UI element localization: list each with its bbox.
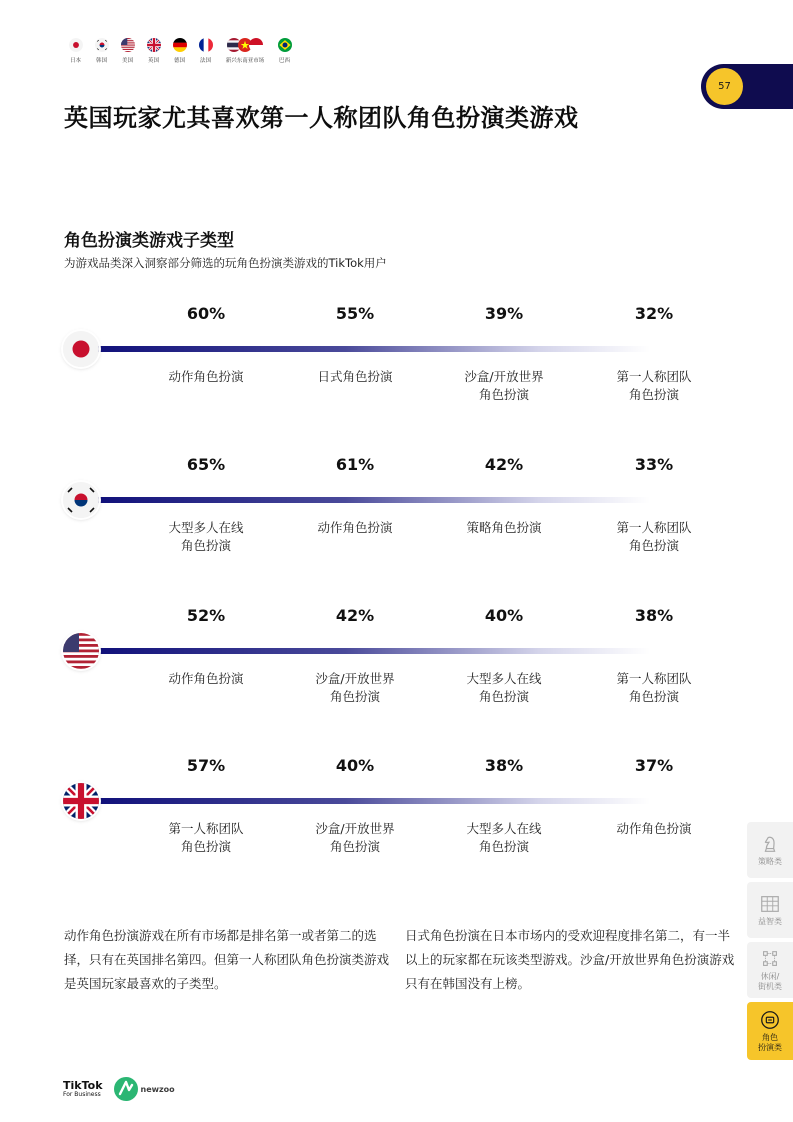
side-nav-casual[interactable] (747, 942, 793, 998)
summary-paragraph-left: 动作角色扮演游戏在所有市场都是排名第一或者第二的选择，只有在英国排名第四。但第一人称团队角色扮演类游戏是英国玩家最喜欢的子类型。 (64, 928, 390, 991)
value-label: 32% (634, 304, 674, 323)
market-label: 美国 (121, 58, 133, 64)
side-nav-strategy[interactable] (747, 822, 793, 878)
value-label: 38% (484, 756, 524, 775)
row-gradient-line (95, 497, 650, 503)
category-label: 第一人称团队 角色扮演 (616, 520, 692, 553)
newzoo-icon (113, 1076, 139, 1102)
category-label: 动作角色扮演 (616, 821, 692, 836)
category-label: 动作角色扮演 (168, 671, 244, 686)
market-label: 韩国 (95, 58, 107, 64)
japan-flag-icon (63, 331, 99, 367)
category-label: 第一人称团队 角色扮演 (616, 369, 692, 402)
category-label: 第一人称团队 角色扮演 (168, 821, 244, 854)
chess-knight-icon (759, 833, 781, 855)
uk-flag-icon (147, 38, 161, 52)
category-label: 大型多人在线 角色扮演 (466, 821, 542, 854)
value-label: 37% (634, 756, 674, 775)
korea-flag-icon (95, 38, 109, 52)
value-label: 40% (335, 756, 375, 775)
market-row-usa (0, 606, 793, 746)
category-side-nav (747, 822, 793, 1064)
value-label: 57% (186, 756, 226, 775)
market-row-uk (0, 756, 793, 896)
market-row-korea (0, 455, 793, 595)
market-brazil[interactable] (272, 38, 297, 64)
market-label: 巴西 (278, 58, 290, 64)
market-row-japan (0, 304, 793, 444)
brazil-flag-icon (278, 38, 292, 52)
value-label: 42% (335, 606, 375, 625)
market-usa[interactable] (115, 38, 140, 64)
value-label: 40% (484, 606, 524, 625)
value-label: 55% (335, 304, 375, 323)
category-label: 沙盒/开放世界 角色扮演 (464, 369, 544, 402)
side-nav-roleplay[interactable] (747, 1002, 793, 1060)
usa-flag-icon (121, 38, 135, 52)
market-sea[interactable] (219, 38, 271, 64)
germany-flag-icon (173, 38, 187, 52)
market-label: 德国 (173, 58, 185, 64)
category-label: 动作角色扮演 (168, 369, 244, 384)
category-label: 动作角色扮演 (317, 520, 393, 535)
page-number-tab (701, 64, 793, 109)
tiktok-brand-sub: For Business (63, 1091, 101, 1098)
side-nav-label: 益智类 (758, 917, 782, 926)
category-label: 策略角色扮演 (466, 520, 542, 535)
value-label: 42% (484, 455, 524, 474)
role-play-icon (759, 1009, 781, 1031)
value-label: 52% (186, 606, 226, 625)
side-nav-label: 休闲/ 街机类 (758, 972, 782, 991)
category-label: 第一人称团队 角色扮演 (616, 671, 692, 704)
summary-paragraph-right: 日式角色扮演在日本市场内的受欢迎程度排名第二，有一半以上的玩家都在玩该类型游戏。沙盒/开放世界角色扮演游戏只有在韩国没有上榜。 (405, 928, 735, 991)
france-flag-icon (199, 38, 213, 52)
korea-flag-icon (63, 482, 99, 518)
category-label: 沙盒/开放世界 角色扮演 (315, 821, 395, 854)
tiktok-brand-name: TikTok (63, 1079, 103, 1092)
market-label: 法国 (199, 58, 211, 64)
indonesia-flag-icon (249, 38, 263, 52)
usa-flag-icon (63, 633, 99, 669)
value-label: 33% (634, 455, 674, 474)
market-label: 日本 (69, 58, 81, 64)
side-nav-label: 策略类 (758, 857, 782, 866)
market-label: 英国 (147, 58, 159, 64)
side-nav-label: 角色 扮演类 (758, 1033, 782, 1052)
newzoo-name: newzoo (140, 1084, 175, 1094)
side-nav-puzzle[interactable] (747, 882, 793, 938)
market-japan[interactable] (63, 38, 88, 64)
market-label: 新兴东南亚市场 (225, 58, 265, 64)
section-description: 为游戏品类深入洞察部分筛选的玩角色扮演类游戏的TikTok用户 (64, 256, 387, 270)
value-label: 61% (335, 455, 375, 474)
market-flag-bar (63, 38, 298, 64)
category-label: 日式角色扮演 (317, 369, 393, 384)
category-label: 大型多人在线 角色扮演 (466, 671, 542, 704)
section-subtitle: 角色扮演类游戏子类型 (64, 231, 234, 251)
market-germany[interactable] (167, 38, 192, 64)
value-label: 60% (186, 304, 226, 323)
category-label: 沙盒/开放世界 角色扮演 (315, 671, 395, 704)
sea-flags-icon (227, 38, 263, 52)
market-france[interactable] (193, 38, 218, 64)
row-gradient-line (95, 798, 650, 804)
japan-flag-icon (69, 38, 83, 52)
market-korea[interactable] (89, 38, 114, 64)
category-label: 大型多人在线 角色扮演 (168, 520, 244, 553)
page-title: 英国玩家尤其喜欢第一人称团队角色扮演类游戏 (64, 104, 579, 132)
newzoo-logo (113, 1076, 175, 1102)
page-number: 57 (706, 68, 743, 105)
tiktok-for-business-logo (63, 1080, 103, 1098)
value-label: 65% (186, 455, 226, 474)
value-label: 38% (634, 606, 674, 625)
row-gradient-line (95, 648, 650, 654)
footer-logos (63, 1076, 175, 1102)
market-uk[interactable] (141, 38, 166, 64)
puzzle-grid-icon (759, 893, 781, 915)
value-label: 39% (484, 304, 524, 323)
arcade-icon (759, 948, 781, 970)
uk-flag-icon (63, 783, 99, 819)
row-gradient-line (95, 346, 650, 352)
